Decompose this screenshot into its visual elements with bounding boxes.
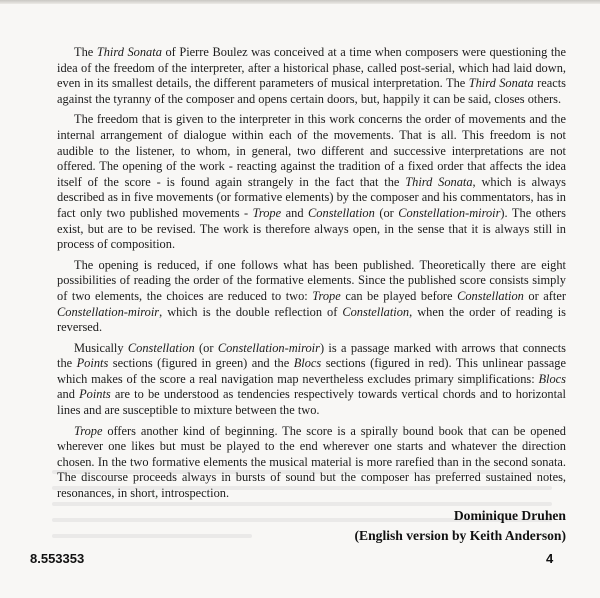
text-run: , when the order of reading is reversed. xyxy=(57,304,567,335)
paragraph xyxy=(57,112,566,252)
paragraph xyxy=(57,45,566,107)
italic-title: Blocs xyxy=(538,371,566,386)
italic-title: Constellation xyxy=(342,304,410,319)
article-body xyxy=(57,45,566,545)
text-run: are to be understood as tendencies respectively towards vertical chords and to horizontal lines and are susceptible to mixture between the two. xyxy=(57,387,566,418)
text-run: and xyxy=(57,387,80,402)
text-run: , which is the double reflection of xyxy=(159,304,343,319)
italic-title: Points xyxy=(76,356,109,371)
italic-title: Constellation xyxy=(127,340,195,355)
text-run: and xyxy=(281,205,309,220)
italic-title: Trope xyxy=(312,288,341,303)
italic-title: Third Sonata xyxy=(468,76,534,91)
text-run: The opening is reduced, if one follows what has been published. Theoretically there are eight possibilities of reading the order of the formative elements. Since the published score consists simply of two elements, the choices are reduced to two: xyxy=(57,257,566,303)
italic-title: Constellation-miroir xyxy=(57,304,160,319)
italic-title: Constellation-miroir xyxy=(398,205,501,220)
text-run: , which is always described as in five movements (or formative elements) by the composer and his commentators, has in fact only two published movements - xyxy=(57,174,567,220)
italic-title: Third Sonata xyxy=(405,174,473,189)
text-run: The freedom that is given to the interpreter in this work concerns the order of movements and the internal arrangement of dialogue within each of the movements. That is all. This freedom is not audible to the listener, to whom, in general, two different and successive interpretations are not offered. The opening of the work - reacting against the tradition of a fixed order that affects the idea itself of the score - is found again strangely in the fact that the xyxy=(57,112,566,189)
page-top-edge xyxy=(0,0,600,4)
text-run: Musically xyxy=(74,340,128,355)
text-run: ) is a passage marked with arrows that connects the xyxy=(57,340,566,371)
paragraph xyxy=(57,341,566,419)
text-run: offers another kind of beginning. The score is a spirally bound book that can be opened wherever one likes but must be played to the end wherever one starts and whatever the direction chosen. In the two formative elements the musical material is more rarefied than in the second sonata. The discourse proceeds always in bursts of sound but the composer has preferred sustained notes, resonances, in short, introspection. xyxy=(57,423,566,501)
italic-title: Constellation xyxy=(308,205,375,220)
translator-credit: (English version by Keith Anderson) xyxy=(354,527,566,543)
text-run: of Pierre Boulez was conceived at a time when composers were questioning the idea of the freedom of the interpreter, after a historical phase, called post-serial, which had laid down, even in its smallest details, the different parameters of musical interpretation. The xyxy=(57,45,566,91)
paragraph xyxy=(57,258,566,336)
italic-title: Blocs xyxy=(293,356,322,371)
page-number: 4 xyxy=(546,551,554,566)
italic-title: Constellation-miroir xyxy=(217,340,320,355)
text-run: The xyxy=(74,45,97,59)
text-run: ). The others exist, but are to be revised. The work is therefore always open, in the sense that it is always still in process of composition. xyxy=(57,205,566,252)
text-run: (or xyxy=(374,205,399,220)
italic-title: Trope xyxy=(252,205,282,220)
text-run: can be played before xyxy=(340,288,458,303)
author-name: Dominique Druhen xyxy=(453,507,566,523)
italic-title: Constellation xyxy=(457,288,524,303)
text-run: sections (figured in green) and the xyxy=(108,356,294,371)
italic-title: Points xyxy=(79,387,111,402)
text-run: reacts against the tyranny of the composer and opens certain doors, but, happily it can be said, closes others. xyxy=(57,76,566,106)
text-run: sections (figured in red). This unlinear passage which makes of the score a real navigation map nevertheless excludes primary simplifications: xyxy=(57,356,566,386)
text-run: (or xyxy=(194,340,218,355)
text-run: or after xyxy=(523,288,566,303)
catalog-number: 8.553353 xyxy=(30,551,85,566)
paragraph xyxy=(57,424,566,502)
italic-title: Trope xyxy=(74,423,103,438)
italic-title: Third Sonata xyxy=(96,45,162,59)
